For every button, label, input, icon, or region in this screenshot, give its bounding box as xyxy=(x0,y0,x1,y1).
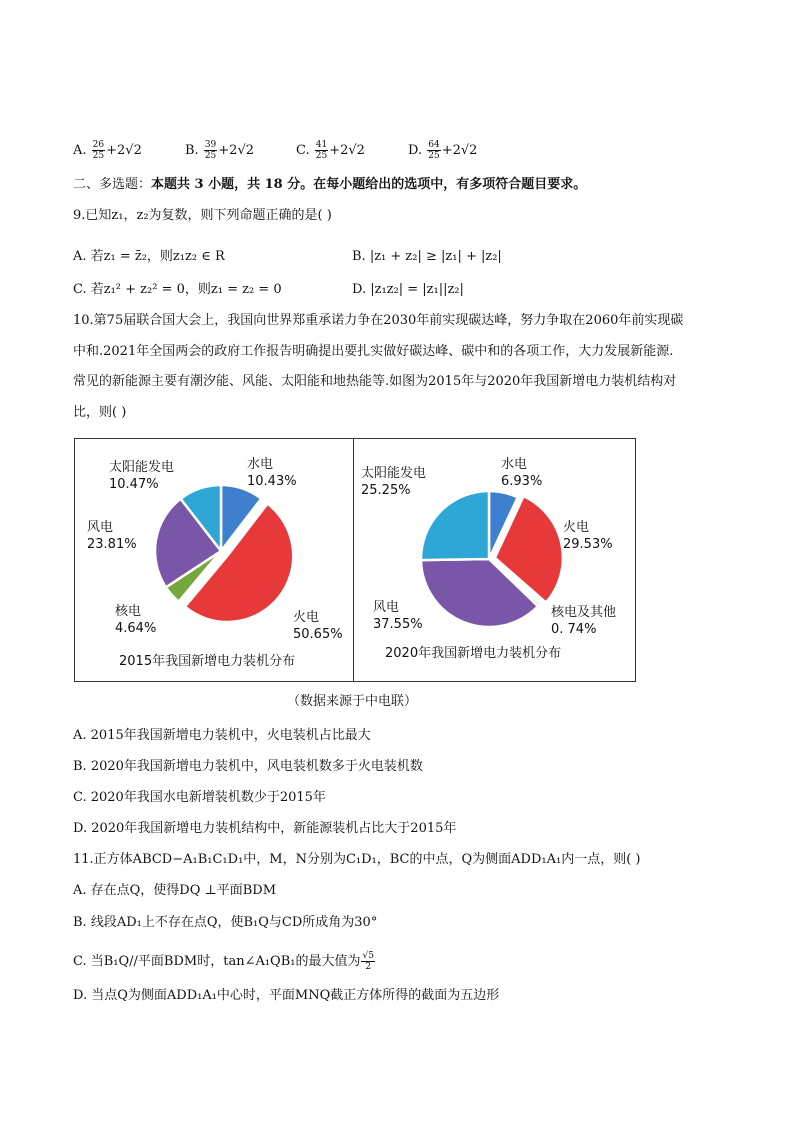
pie2015-label-hydro-value: 10.43% xyxy=(247,474,297,489)
q8-option-fraction xyxy=(427,140,440,161)
q10-option-c: C. 2020年我国水电新增装机数少于2015年 xyxy=(73,790,326,805)
q8-fraction-den: 25 xyxy=(92,151,105,161)
pie2020-label-hydro-name: 水电 xyxy=(501,457,528,472)
q10-stem-line1: 10.第75届联合国大会上，我国向世界郑重承诺力争在2030年前实现碳达峰，努力争取在2060年前实现碳 xyxy=(73,313,684,328)
q11-option-c-fraction xyxy=(361,951,374,972)
q10-option-a: A. 2015年我国新增电力装机中，火电装机占比最大 xyxy=(73,728,371,743)
q11-option-b: B. 线段AD₁上不存在点Q，使B₁Q与CD所成角为30° xyxy=(73,915,378,930)
pie2015-label-thermal-name: 火电 xyxy=(293,610,320,625)
q8-option-b xyxy=(185,140,254,161)
pie2015-label-wind xyxy=(87,519,137,553)
q8-option-tail: +2√2 xyxy=(329,143,365,158)
pie2020-label-hydro xyxy=(501,456,542,490)
q8-option-fraction xyxy=(92,140,105,161)
pie2015-label-solar xyxy=(109,459,174,493)
q8-option-c xyxy=(296,140,365,161)
pie2020-label-nuclear-value: 0. 74% xyxy=(551,622,597,637)
pie2020-label-thermal-value: 29.53% xyxy=(563,537,613,552)
pie2020-label-thermal-name: 火电 xyxy=(563,520,590,535)
q8-option-a xyxy=(73,140,142,161)
q11-stem: 11.正方体ABCD−A₁B₁C₁D₁中，M，N分别为C₁D₁，BC的中点，Q为侧面ADD₁A₁内一点，则( ) xyxy=(73,852,641,867)
q8-fraction-den: 25 xyxy=(315,151,328,161)
q11-fraction-den: 2 xyxy=(365,962,372,972)
pie2015-title: 2015年我国新增电力装机分布 xyxy=(119,654,296,669)
q8-option-letter: B. xyxy=(185,143,199,158)
pie2020-label-wind-name: 风电 xyxy=(373,600,400,615)
q8-fraction-num: 39 xyxy=(204,140,217,150)
pie2015-label-nuclear-value: 4.64% xyxy=(115,621,157,636)
pie2020-label-nuclear-name: 核电及其他 xyxy=(551,605,617,620)
q9-option-c: C. 若z₁² + z₂² = 0，则z₁ = z₂ = 0 xyxy=(73,282,282,297)
q8-option-fraction xyxy=(315,140,328,161)
pie2015-label-nuclear-name: 核电 xyxy=(115,604,142,619)
q8-fraction-num: 26 xyxy=(92,140,105,150)
q10-stem-line2: 中和.2021年全国两会的政府工作报告明确提出要扎实做好碳达峰、碳中和的各项工作，大力发展新能源. xyxy=(73,344,674,359)
pie2020-label-nuclear xyxy=(551,604,616,638)
pie2015-label-hydro xyxy=(247,456,297,490)
q8-option-letter: D. xyxy=(408,143,423,158)
pie2020-slice-4 xyxy=(421,491,489,560)
q10-stem-line4: 比，则( ) xyxy=(73,405,127,420)
pie2020-label-wind xyxy=(373,599,423,633)
pie2020-label-solar-name: 太阳能发电 xyxy=(361,466,427,481)
q8-option-letter: A. xyxy=(73,143,87,158)
pie-chart-figure xyxy=(74,438,636,682)
q8-fraction-den: 25 xyxy=(428,151,440,161)
q8-option-d xyxy=(408,140,477,161)
q8-option-fraction xyxy=(204,140,217,161)
q8-option-letter: C. xyxy=(296,143,310,158)
q10-option-b: B. 2020年我国新增电力装机中，风电装机数多于火电装机数 xyxy=(73,759,423,774)
pie2020-label-wind-value: 37.55% xyxy=(373,617,423,632)
pie2015-label-thermal-value: 50.65% xyxy=(293,627,343,642)
q10-stem-line3: 常见的新能源主要有潮汐能、风能、太阳能和地热能等.如图为2015年与2020年我国新增电力装机结构对 xyxy=(73,374,677,389)
q9-stem: 9.已知z₁，z₂为复数，则下列命题正确的是( ) xyxy=(73,208,332,223)
q8-fraction-num: 41 xyxy=(315,140,328,150)
q10-option-d: D. 2020年我国新增电力装机结构中，新能源装机占比大于2015年 xyxy=(73,821,457,836)
q11-fraction-num: √5 xyxy=(362,951,374,961)
pie2015-label-wind-value: 23.81% xyxy=(87,537,137,552)
pie2015-label-solar-name: 太阳能发电 xyxy=(109,460,175,475)
pie2015-label-wind-name: 风电 xyxy=(87,520,114,535)
q8-option-tail: +2√2 xyxy=(441,143,478,158)
q8-option-tail: +2√2 xyxy=(106,143,142,158)
pie2015-label-hydro-name: 水电 xyxy=(247,457,274,472)
pie2020-title: 2020年我国新增电力装机分布 xyxy=(385,646,562,661)
pie2015-label-thermal xyxy=(293,609,343,643)
pie2015-label-nuclear xyxy=(115,603,156,637)
figure-source-note: （数据来源于中电联） xyxy=(287,694,418,709)
pie2020-label-hydro-value: 6.93% xyxy=(501,474,543,489)
q11-option-a: A. 存在点Q，使得DQ ⊥平面BDM xyxy=(73,883,277,898)
q11-option-d: D. 当点Q为侧面ADD₁A₁中心时，平面MNQ截正方体所得的截面为五边形 xyxy=(73,988,500,1003)
q9-option-d: D. |z₁z₂| = |z₁||z₂| xyxy=(352,282,464,297)
section-instructions: 本题共 3 小题，共 18 分。在每小题给出的选项中，有多项符合题目要求。 xyxy=(151,177,587,192)
pie2015-label-solar-value: 10.47% xyxy=(109,477,159,492)
q8-fraction-num: 64 xyxy=(428,140,440,150)
q9-option-b: B. |z₁ + z₂| ≥ |z₁| + |z₂| xyxy=(352,249,502,264)
q8-fraction-den: 25 xyxy=(204,151,217,161)
q9-option-a: A. 若z₁ = z̄₂，则z₁z₂ ∈ R xyxy=(73,249,225,264)
pie2020-label-thermal xyxy=(563,519,613,553)
pie2020-label-solar-value: 25.25% xyxy=(361,483,411,498)
q8-option-tail: +2√2 xyxy=(218,143,254,158)
q11-option-c xyxy=(73,950,376,974)
pie2020-label-solar xyxy=(361,465,426,499)
q11-option-c-text: C. 当B₁Q//平面BDM时，tan∠A₁QB₁的最大值为 xyxy=(73,954,361,969)
section-prefix: 二、多选题： xyxy=(73,177,152,192)
section-heading xyxy=(73,176,586,194)
